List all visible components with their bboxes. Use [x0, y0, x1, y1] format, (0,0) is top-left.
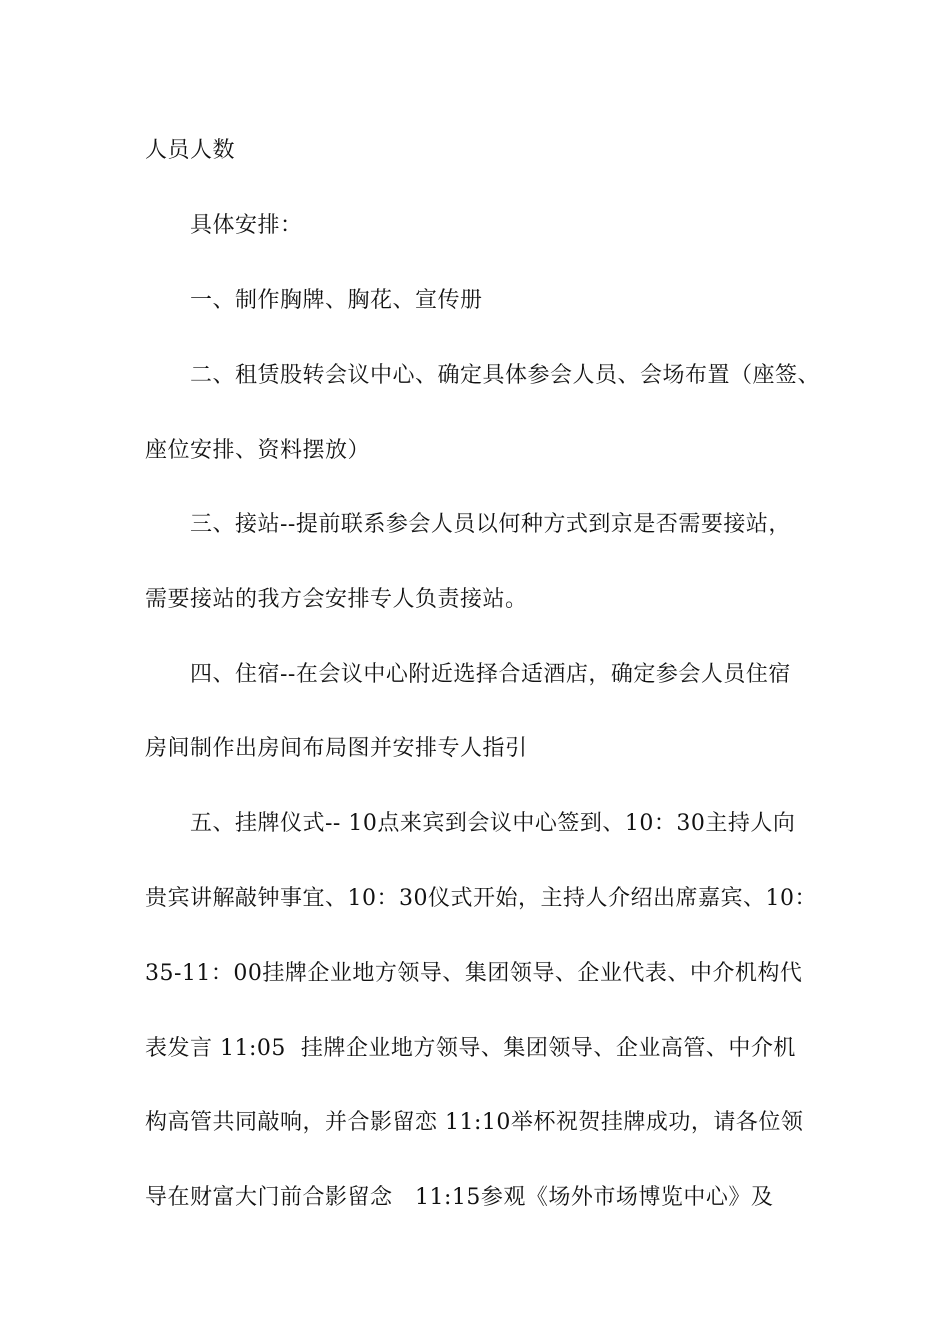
- text-line-item-5-cont-4: 构高管共同敲响，并合影留恋 11:10举杯祝贺挂牌成功，请各位领: [145, 1110, 804, 1135]
- text-line-item-1: 一、制作胸牌、胸花、宣传册: [190, 288, 483, 313]
- text-line-item-3: 三、接站--提前联系参会人员以何种方式到京是否需要接站，: [190, 512, 791, 537]
- text-line-item-2: 二、租赁股转会议中心、确定具体参会人员、会场布置（座签、: [190, 363, 821, 388]
- text-line-item-4: 四、住宿--在会议中心附近选择合适酒店，确定参会人员住宿: [190, 662, 791, 687]
- text-line-item-5-cont-3: 表发言 11:05 挂牌企业地方领导、集团领导、企业高管、中介机: [145, 1036, 796, 1061]
- text-line-item-3-cont: 需要接站的我方会安排专人负责接站。: [145, 587, 528, 612]
- text-line-item-4-cont: 房间制作出房间布局图并安排专人指引: [145, 736, 528, 761]
- text-line-item-2-cont: 座位安排、资料摆放）: [145, 438, 371, 463]
- text-line-item-5-cont-1: 贵宾讲解敲钟事宜、10：30仪式开始，主持人介绍出席嘉宾、10：: [145, 886, 817, 911]
- text-line-people-count: 人员人数: [145, 138, 236, 163]
- text-line-specific-arrangements: 具体安排：: [190, 213, 303, 238]
- text-line-item-5-cont-2: 35-11：00挂牌企业地方领导、集团领导、企业代表、中介机构代: [145, 961, 803, 986]
- text-line-item-5: 五、挂牌仪式-- 10点来宾到会议中心签到、10：30主持人向: [190, 811, 796, 836]
- text-line-item-5-cont-5: 导在财富大门前合影留念 11:15参观《场外市场博览中心》及: [145, 1185, 774, 1210]
